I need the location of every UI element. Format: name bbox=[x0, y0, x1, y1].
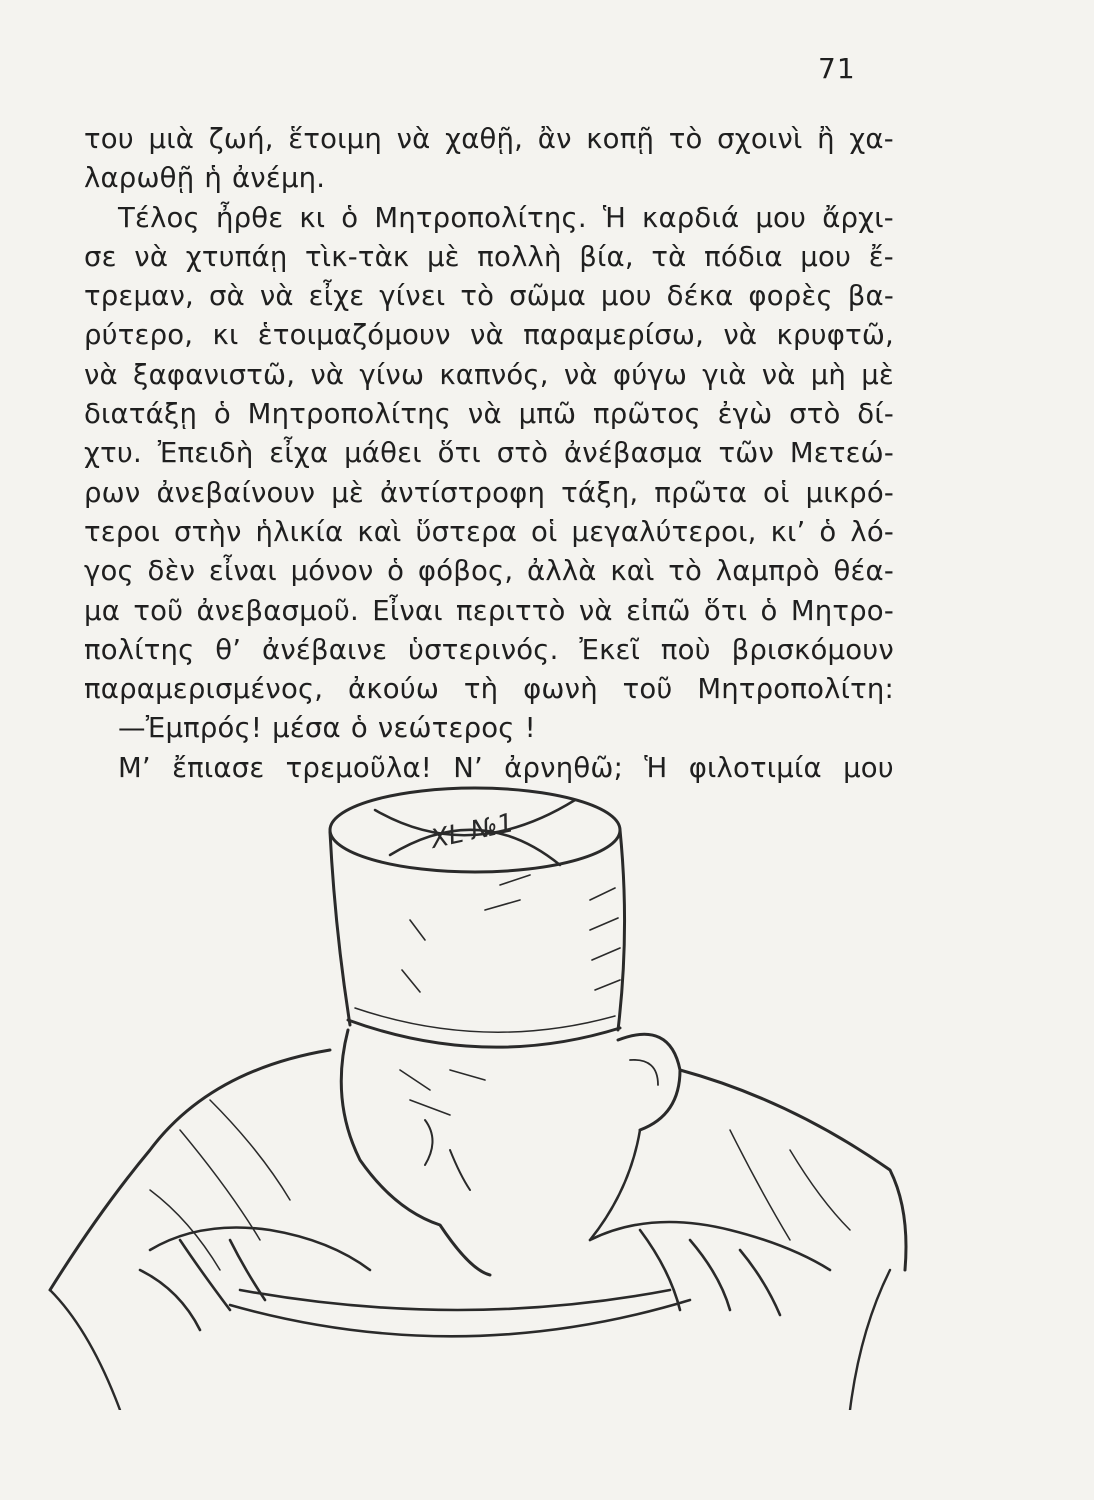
page-number: 71 bbox=[818, 52, 856, 85]
word: εἰπῶ bbox=[626, 594, 691, 627]
word: παραμερισμένος, bbox=[84, 673, 324, 706]
word: μεγαλύτεροι, bbox=[571, 515, 757, 548]
word: θ’ bbox=[215, 633, 242, 666]
word: τρεμαν, bbox=[84, 280, 195, 313]
word: νὰ bbox=[259, 280, 294, 313]
word: τεροι bbox=[84, 515, 161, 548]
word: Μετεώ- bbox=[789, 437, 894, 470]
text-line bbox=[84, 631, 894, 670]
word: πολίτης bbox=[84, 633, 195, 666]
word: ! bbox=[524, 712, 536, 745]
word: καπνός, bbox=[439, 358, 549, 391]
word: μὴ bbox=[810, 358, 847, 391]
word: Ν’ bbox=[453, 751, 483, 784]
word: ἄρχι- bbox=[822, 201, 894, 234]
word: θέα- bbox=[833, 555, 894, 588]
word: πρῶτα bbox=[654, 476, 748, 509]
word: ἕτοιμη bbox=[288, 123, 382, 155]
word: τοῦ bbox=[133, 594, 184, 627]
word: μα bbox=[84, 594, 121, 627]
word: ἀνεβαίνουν bbox=[156, 476, 316, 509]
word: ἂν bbox=[537, 123, 572, 155]
text-line bbox=[84, 199, 894, 238]
word: ἦρθε bbox=[215, 201, 284, 234]
word: ποὺ bbox=[660, 633, 711, 666]
word: ὁ bbox=[341, 201, 359, 234]
word: νὰ bbox=[84, 358, 118, 391]
word: καρδιά bbox=[642, 201, 740, 234]
word: βα- bbox=[847, 280, 894, 313]
word: νὰ bbox=[578, 594, 613, 627]
word: ἀλλὰ bbox=[527, 555, 597, 588]
word: νὰ bbox=[723, 319, 758, 352]
word: εἶναι bbox=[208, 555, 277, 588]
word: ὑστερινός. bbox=[407, 633, 559, 666]
word: περιττὸ bbox=[456, 594, 566, 627]
word: οἱ bbox=[531, 515, 558, 548]
word: Εἶναι bbox=[372, 594, 443, 627]
word: πρῶτος bbox=[593, 398, 701, 431]
word: μόνον bbox=[290, 555, 374, 588]
coat-right bbox=[680, 1070, 906, 1270]
word: λαμπρὸ bbox=[715, 555, 820, 588]
text-line bbox=[84, 238, 894, 277]
word: ἀνέμη. bbox=[231, 162, 326, 195]
word: παραμερίσω, bbox=[523, 319, 705, 352]
word: ἀνέβασμα bbox=[563, 437, 703, 470]
word: ἀρνηθῶ; bbox=[504, 751, 624, 784]
word: φόβος, bbox=[417, 555, 514, 588]
word: ἔ- bbox=[868, 240, 894, 273]
word: δί- bbox=[857, 398, 894, 431]
text-line bbox=[84, 159, 894, 198]
word: οἱ bbox=[763, 476, 790, 509]
word: κι’ bbox=[770, 515, 806, 548]
text-line bbox=[84, 513, 894, 552]
word: ξαφανιστῶ, bbox=[133, 358, 296, 391]
word: μου bbox=[755, 201, 807, 234]
word: ἢ bbox=[817, 123, 835, 155]
word: νὰ bbox=[134, 240, 169, 273]
word: ἐγὼ bbox=[717, 398, 773, 431]
word: ἀνεβασμοῦ. bbox=[196, 594, 359, 627]
word: μου bbox=[600, 280, 652, 313]
word: σε bbox=[84, 240, 117, 273]
word: τῶν bbox=[718, 437, 774, 470]
text-line bbox=[84, 670, 894, 709]
word: —Ἐμπρός! bbox=[118, 712, 263, 745]
fez-right-side bbox=[618, 830, 625, 1030]
word: στὸ bbox=[789, 398, 841, 431]
word: λαρωθῇ bbox=[84, 162, 195, 195]
word: βρισκόμουν bbox=[731, 633, 894, 666]
word: Μητροπολίτης bbox=[247, 398, 452, 431]
word: ὁ bbox=[387, 555, 405, 588]
word: μου bbox=[800, 240, 852, 273]
text-line bbox=[84, 709, 894, 748]
word: μὲ bbox=[331, 476, 364, 509]
word: βία, bbox=[579, 240, 634, 273]
word: Τέλος bbox=[118, 201, 200, 234]
fez-left-side bbox=[330, 832, 350, 1025]
word: πόδια bbox=[704, 240, 783, 273]
word: χτυ. bbox=[84, 437, 142, 470]
word: τὸ bbox=[668, 123, 703, 155]
word: ἀνέβαινε bbox=[262, 633, 388, 666]
word: γίνει bbox=[379, 280, 446, 313]
word: δέκα bbox=[666, 280, 734, 313]
word: σχοινὶ bbox=[717, 123, 803, 155]
word: Μ’ bbox=[118, 751, 151, 784]
word: γος bbox=[84, 555, 134, 588]
word: Ἡ bbox=[644, 751, 668, 784]
word: μὲ bbox=[426, 240, 460, 273]
word: ἑτοιμαζόμουν bbox=[257, 319, 451, 352]
word: νὰ bbox=[467, 398, 502, 431]
word: τὴ bbox=[463, 673, 499, 706]
fez-lettering: XL №1 bbox=[428, 808, 517, 855]
word: ὕστερα bbox=[415, 515, 518, 548]
word: ἔπιασε bbox=[172, 751, 265, 784]
word: χα- bbox=[849, 123, 894, 155]
left-hand bbox=[140, 1228, 370, 1331]
word: σὰ bbox=[208, 280, 245, 313]
word: Μητρο- bbox=[790, 594, 894, 627]
text-line bbox=[84, 277, 894, 316]
ear bbox=[618, 1034, 680, 1130]
word: ἀκούω bbox=[348, 673, 440, 706]
word: εἶχα bbox=[269, 437, 329, 470]
eye-shading bbox=[400, 1070, 485, 1115]
word: Ἐπειδὴ bbox=[157, 437, 254, 470]
word: φύγω bbox=[612, 358, 688, 391]
word: κι bbox=[299, 201, 326, 234]
text-line bbox=[84, 592, 894, 631]
text-line bbox=[84, 120, 894, 159]
illustration-man-in-fez bbox=[30, 770, 910, 1410]
word: ὁ bbox=[350, 712, 368, 745]
word: νὰ bbox=[396, 123, 431, 155]
word: μικρό- bbox=[805, 476, 894, 509]
word: καὶ bbox=[357, 515, 402, 548]
word: του bbox=[84, 123, 134, 155]
word: φωνὴ bbox=[523, 673, 598, 706]
body-text bbox=[84, 120, 894, 788]
word: φορὲς bbox=[748, 280, 833, 313]
word: Μητροπολίτη: bbox=[697, 673, 894, 706]
word: τὸ bbox=[460, 280, 495, 313]
word: εἶχε bbox=[308, 280, 365, 313]
plate bbox=[230, 1290, 690, 1336]
word: χτυπάῃ bbox=[185, 240, 288, 273]
word: ἡ bbox=[204, 162, 222, 195]
word: μπῶ bbox=[518, 398, 577, 431]
word: Ἐκεῖ bbox=[579, 633, 641, 666]
word: πολλὴ bbox=[477, 240, 562, 273]
word: κρυφτῶ, bbox=[776, 319, 894, 352]
word: τρεμοῦλα! bbox=[285, 751, 433, 784]
word: μου bbox=[843, 751, 894, 784]
word: νὰ bbox=[563, 358, 598, 391]
word: στὸ bbox=[496, 437, 549, 470]
word: κοπῇ bbox=[586, 123, 655, 155]
word: ὁ bbox=[213, 398, 231, 431]
text-line bbox=[84, 316, 894, 355]
word: τὰ bbox=[651, 240, 687, 273]
word: σῶμα bbox=[509, 280, 586, 313]
text-line bbox=[84, 552, 894, 591]
word: μιὰ bbox=[148, 123, 195, 155]
word: τοῦ bbox=[622, 673, 673, 706]
word: γιὰ bbox=[702, 358, 747, 391]
word: μὲ bbox=[861, 358, 894, 391]
right-hand bbox=[590, 1222, 830, 1315]
word: διατάξῃ bbox=[84, 398, 198, 431]
word: ἀντίστροφη bbox=[379, 476, 546, 509]
word: φιλοτιμία bbox=[688, 751, 822, 784]
word: ὁ bbox=[760, 594, 778, 627]
word: μάθει bbox=[344, 437, 422, 470]
text-line bbox=[84, 474, 894, 513]
word: κι bbox=[212, 319, 239, 352]
word: Ἡ bbox=[602, 201, 626, 234]
word: χαθῇ, bbox=[445, 123, 524, 155]
text-line bbox=[84, 434, 894, 473]
word: τὸ bbox=[668, 555, 703, 588]
face bbox=[341, 1030, 490, 1275]
word: καὶ bbox=[610, 555, 655, 588]
word: μέσα bbox=[272, 712, 341, 745]
word: ἡλικία bbox=[255, 515, 344, 548]
word: τὶκ-τὰκ bbox=[305, 240, 410, 273]
text-line bbox=[84, 356, 894, 395]
word: δὲν bbox=[147, 555, 196, 588]
word: στὴν bbox=[173, 515, 242, 548]
word: γίνω bbox=[359, 358, 425, 391]
word: ὅτι bbox=[703, 594, 748, 627]
word: τάξη, bbox=[561, 476, 639, 509]
word: Μητροπολίτης. bbox=[374, 201, 587, 234]
word: ὅτι bbox=[437, 437, 481, 470]
text-line bbox=[84, 395, 894, 434]
word: νὰ bbox=[470, 319, 504, 352]
word: ὁ bbox=[819, 515, 837, 548]
word: ρων bbox=[84, 476, 141, 509]
word: ζωή, bbox=[208, 123, 274, 155]
word: νεώτερος bbox=[377, 712, 515, 745]
word: ρύτερο, bbox=[84, 319, 194, 352]
word: λό- bbox=[850, 515, 894, 548]
word: νὰ bbox=[761, 358, 796, 391]
word: νὰ bbox=[310, 358, 345, 391]
